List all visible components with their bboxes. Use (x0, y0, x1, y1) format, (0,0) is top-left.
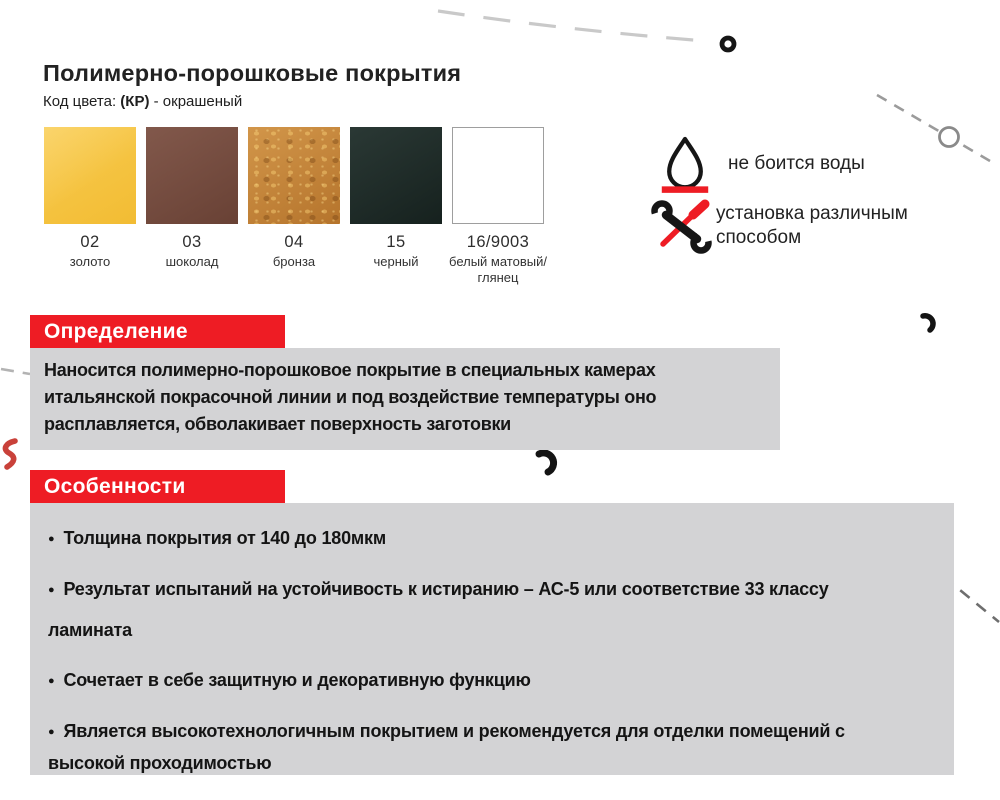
definition-line: расплавляется, обволакивает поверхность заготовки (44, 414, 511, 434)
feature-item (48, 526, 934, 551)
features-banner (30, 470, 285, 503)
features-list (48, 526, 934, 775)
water-drop-icon (659, 136, 711, 194)
swatch-bronze (248, 127, 340, 287)
feature-line: ● Толщина покрытия от 140 до 180мкм (48, 526, 934, 551)
swatch-black (350, 127, 442, 287)
definition-heading: Определение (44, 319, 188, 343)
swatch-code: 16/9003 (466, 233, 530, 251)
swatch-code: 04 (284, 233, 304, 251)
subtitle-code: (КР) (120, 93, 150, 110)
page-title: Полимерно-порошковые покрытия (43, 60, 462, 86)
definition-line: итальянской покрасочной линии и под воздействие температуры оно (44, 387, 657, 407)
red-squiggle (5, 441, 15, 467)
circle-node-icon (940, 128, 959, 147)
perk-install-label: установка различным способом (716, 203, 908, 249)
swatch-white (449, 127, 547, 287)
definition-body (30, 348, 780, 450)
feature-line: высокой проходимостью (48, 753, 272, 773)
feature-line: ламината (48, 620, 132, 640)
swatch-gold-color (44, 127, 136, 224)
color-code-subtitle (43, 93, 242, 110)
feature-item (48, 719, 934, 775)
swatch-code: 02 (80, 233, 100, 251)
wrench-screwdriver-icon (651, 198, 713, 256)
swatch-name: черный (373, 254, 419, 269)
subtitle-suffix: - окрашеный (149, 93, 243, 110)
swatch-black-color (350, 127, 442, 224)
swatch-chocolate (146, 127, 238, 287)
swatch-white-color (452, 127, 544, 224)
dashed-line-top-right (877, 95, 990, 161)
feature-line: ● Сочетает в себе защитную и декоративную функцию (48, 668, 934, 693)
donut-dot-icon (722, 38, 734, 50)
comma-mark-center (539, 453, 554, 472)
swatch-code: 03 (182, 233, 202, 251)
perk-water-label: не боится воды (728, 153, 865, 174)
swatch-name: белый матовый/глянец (449, 254, 547, 286)
feature-line: ● Является высокотехнологичным покрытием и рекомендуется для отделки помещений с (48, 719, 934, 744)
definition-line: Наносится полимерно-порошковое покрытие в специальных камерах (44, 360, 656, 380)
swatch-name: золото (69, 254, 111, 269)
dashed-arc-top (438, 11, 706, 41)
definition-banner (30, 315, 285, 348)
features-heading: Особенности (44, 474, 186, 498)
comma-mark-right (923, 316, 933, 330)
feature-item (48, 668, 934, 693)
color-swatch-row (44, 127, 547, 287)
swatch-bronze-color (248, 127, 340, 224)
swatch-gold (44, 127, 136, 287)
swatch-name: бронза (272, 254, 316, 269)
subtitle-prefix: Код цвета: (43, 93, 121, 110)
feature-item (48, 577, 934, 642)
features-body (30, 503, 954, 775)
feature-line: ● Результат испытаний на устойчивость к истиранию – АС-5 или соответствие 33 классу (48, 577, 934, 602)
swatch-chocolate-color (146, 127, 238, 224)
dashed-line-left (1, 369, 30, 374)
swatch-name: шоколад (165, 254, 219, 269)
swatch-code: 15 (386, 233, 406, 251)
